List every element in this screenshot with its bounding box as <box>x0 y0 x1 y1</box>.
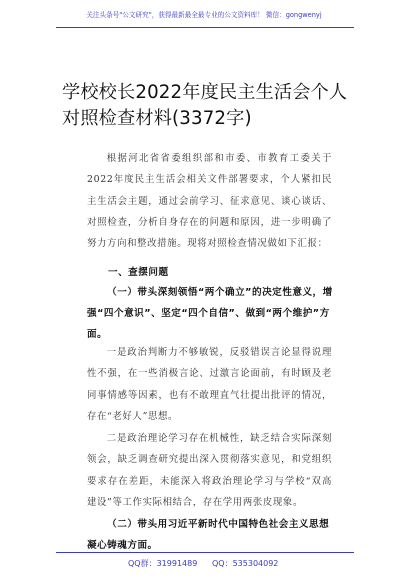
header-divider <box>56 27 354 28</box>
footer-qq-group: QQ群：31991489 <box>128 559 198 568</box>
header-banner: 关注头条号"公文研究"，获得最新最全最专业的公文资料库！ 微信：gongwenyj <box>86 11 322 19</box>
sub-heading-1: （一）带头深刻领悟“两个确立”的决定性意义，增强“四个意识”、坚定“四个自信”、做到“两个维护”方面。 <box>87 287 333 340</box>
intro-paragraph: 根据河北省省委组织部和市委、市教育工委关于2022年度民主生活会相关文件部署要求，个人紧扣民主生活会主题，通过会前学习、征求意见、谈心谈话、对照检查，分析自身存在的问题和原因，进一步明确了努力方向和整改措施。现将对照检查情况做如下汇报： <box>87 153 332 250</box>
sub-heading-2: （二）带头用习近平新时代中国特色社会主义思想凝心铸魂方面。 <box>87 519 330 551</box>
paragraph-1: 一是政治判断力不够敏锐，反驳错误言论显得说理性不强，在一些消极言论、过激言论面前，有时顾及老同事情感等因素，也有不敢理直气壮提出批评的情况，存在“老好人”思想。 <box>87 347 332 422</box>
document-title: 学校校长2022年度民主生活会个人对照检查材料(3372字) <box>62 82 348 129</box>
footer-divider <box>56 552 354 553</box>
section-heading-1: 一、查摆问题 <box>108 267 169 278</box>
footer-qq: QQ：535304092 <box>212 559 279 568</box>
paragraph-2: 二是政治理论学习存在机械性，缺乏结合实际深刻领会，缺乏调查研究提出深入贯彻落实意见，和党组织要求存在差距，未能深入将政治理论学习与学校“双高建设”等工作实际相结合，存在学用两张皮现象。 <box>87 433 332 508</box>
